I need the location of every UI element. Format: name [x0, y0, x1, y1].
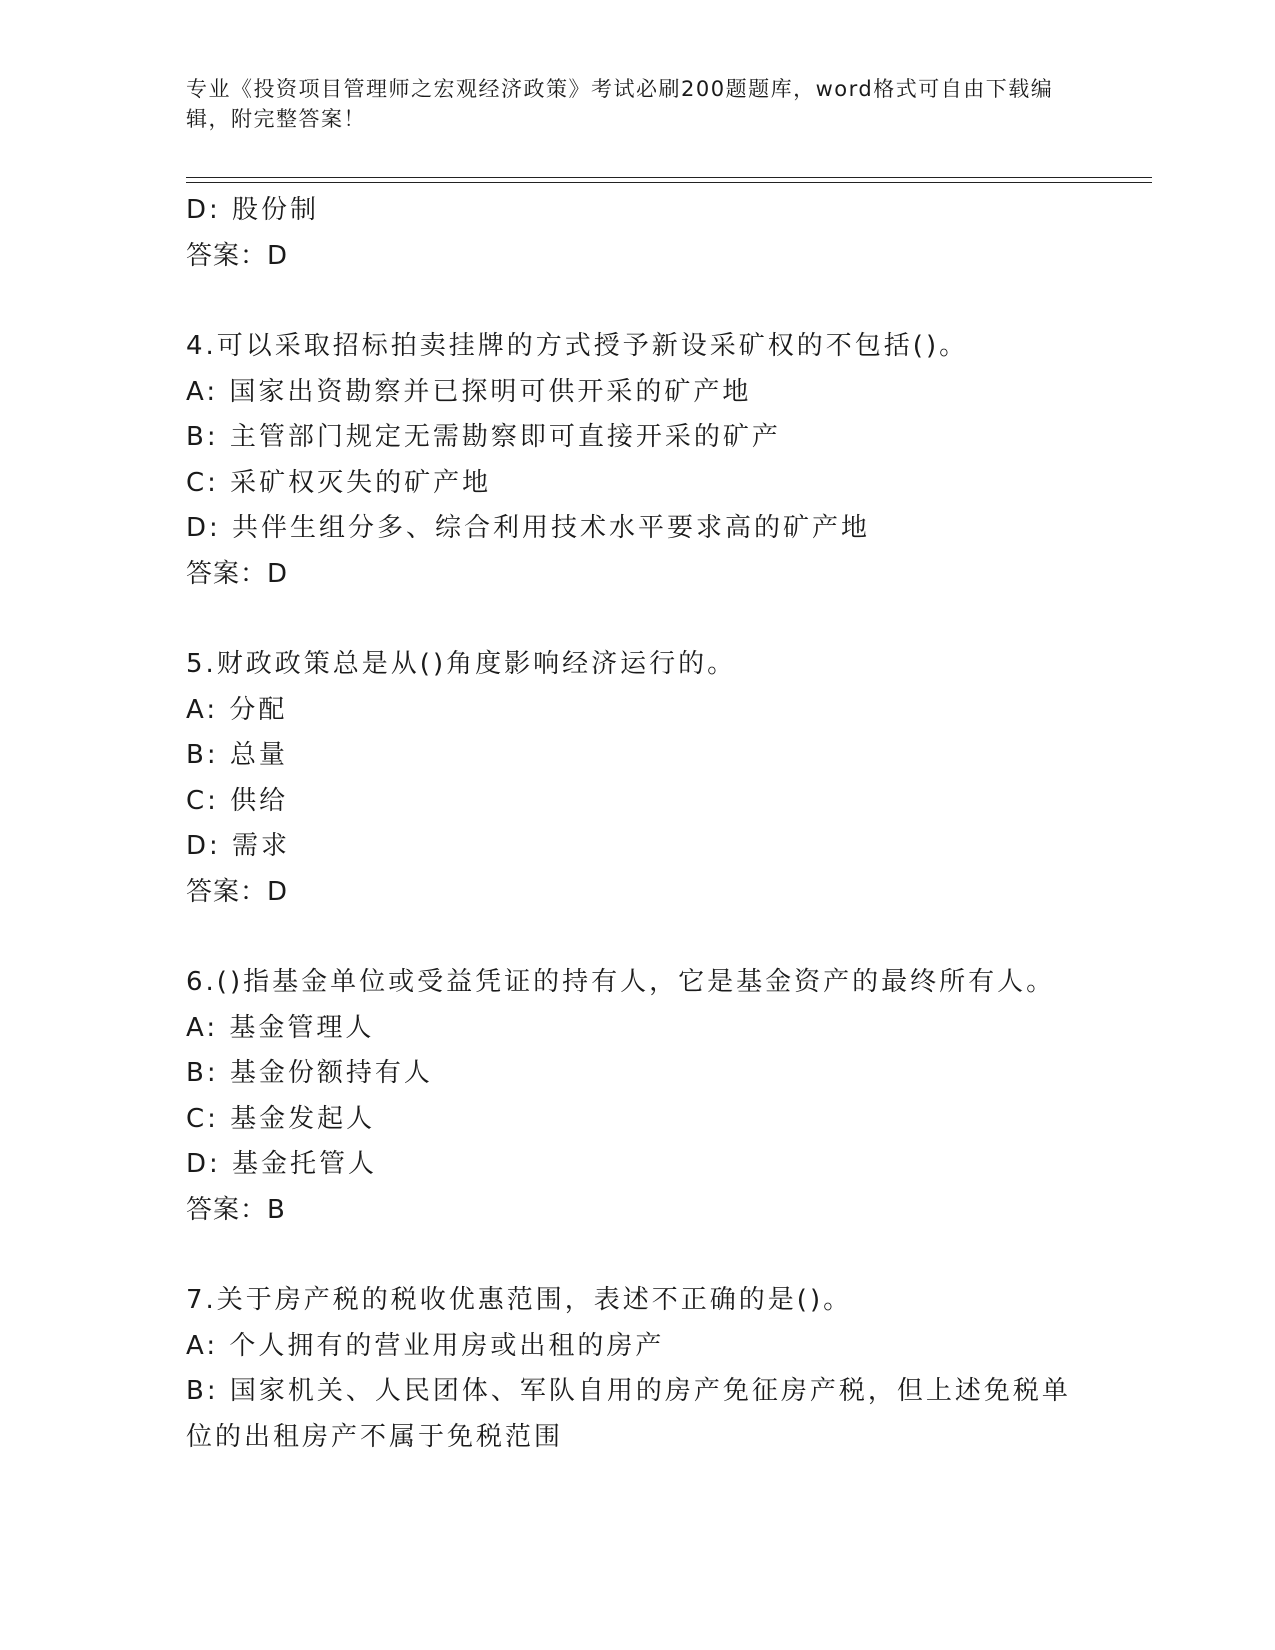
question-block	[186, 642, 1086, 915]
answer-line: 答案：D	[186, 558, 289, 589]
spacer	[186, 1233, 1086, 1278]
header-rule-bottom	[186, 182, 1152, 183]
question-list	[186, 188, 1086, 1460]
option-d: D: 需求	[186, 831, 291, 861]
answer-line: 答案：B	[186, 1194, 286, 1225]
option-c: C: 采矿权灭失的矿产地	[186, 467, 492, 498]
option-d: D: 基金托管人	[186, 1149, 378, 1179]
option-a: A: 基金管理人	[186, 1012, 375, 1043]
answer-line: 答案：D	[186, 240, 289, 271]
question-stem: 4.可以采取招标拍卖挂牌的方式授予新设采矿权的不包括()。	[186, 331, 969, 361]
question-stem: 7.关于房产税的税收优惠范围，表述不正确的是()。	[186, 1285, 853, 1315]
spacer	[186, 279, 1086, 324]
option-a: A: 分配	[186, 694, 288, 725]
header-rule-top	[186, 177, 1152, 178]
question-stem: 6.()指基金单位或受益凭证的持有人，它是基金资产的最终所有人。	[186, 967, 1056, 997]
question-stem: 5.财政政策总是从()角度影响经济运行的。	[186, 649, 737, 679]
option-d: D: 股份制	[186, 195, 320, 225]
option-a: A: 国家出资勘察并已探明可供开采的矿产地	[186, 376, 752, 407]
spacer	[186, 915, 1086, 960]
spacer	[186, 597, 1086, 642]
option-b: B: 主管部门规定无需勘察即可直接开采的矿产	[186, 422, 781, 452]
question-block	[186, 324, 1086, 597]
option-b: B: 基金份额持有人	[186, 1058, 433, 1088]
answer-line: 答案：D	[186, 876, 289, 907]
option-b: B: 国家机关、人民团体、军队自用的房产免征房产税，但上述免税单位的出租房产不属于免税范围	[186, 1376, 1071, 1452]
option-c: C: 基金发起人	[186, 1103, 376, 1134]
page-header: 专业《投资项目管理师之宏观经济政策》考试必刷200题题库，word格式可自由下载编辑，附完整答案！	[186, 77, 1054, 131]
question-block	[186, 960, 1086, 1233]
option-d: D: 共伴生组分多、综合利用技术水平要求高的矿产地	[186, 513, 871, 543]
option-b: B: 总量	[186, 740, 288, 770]
question-block	[186, 1278, 1086, 1460]
option-c: C: 供给	[186, 785, 289, 816]
option-a: A: 个人拥有的营业用房或出租的房产	[186, 1330, 665, 1361]
